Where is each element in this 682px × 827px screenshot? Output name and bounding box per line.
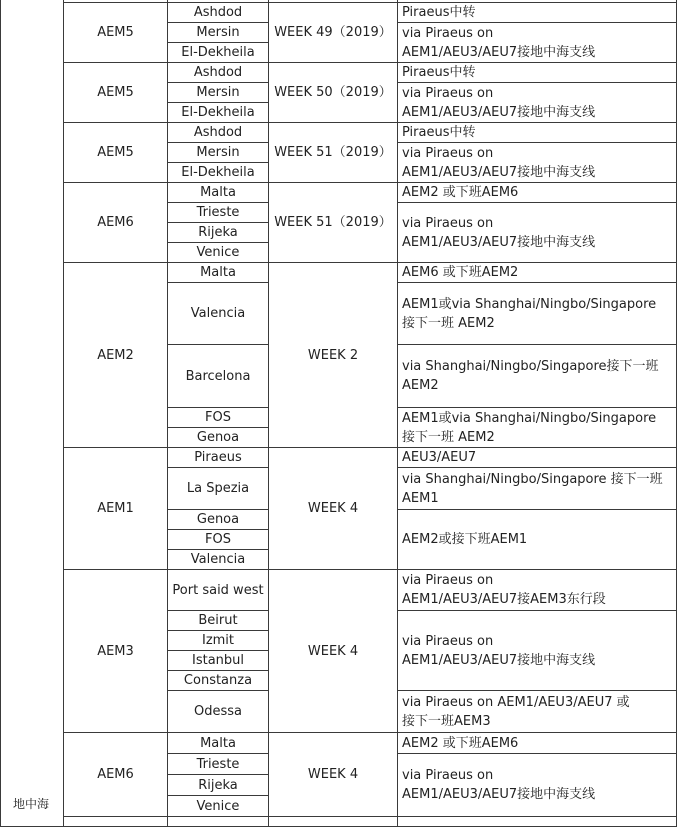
note-line: AEM1/AEU3/AEU7接地中海支线 — [402, 787, 596, 802]
week-cell: WEEK 50（2019） — [269, 63, 398, 123]
port-cell: Mersin — [168, 83, 269, 103]
note-line: AEM1/AEU3/AEU7接地中海支线 — [402, 44, 596, 60]
service-cell: AEM6 — [64, 733, 168, 817]
note-cell — [398, 83, 677, 123]
note-line: AEM1或via Shanghai/Ningbo/Singapore — [402, 296, 657, 312]
port-cell: Ashdod — [168, 63, 269, 83]
note-line: AEM1/AEU3/AEU7接地中海支线 — [402, 652, 596, 668]
service-cell: AEM1 — [64, 448, 168, 570]
week-cell: WEEK 51（2019） — [269, 123, 398, 183]
note-cell: AEM2 或下班AEM6 — [398, 183, 677, 203]
port-cell: Valencia — [168, 283, 269, 345]
note-cell — [398, 570, 677, 611]
port-cell: FOS — [168, 530, 269, 550]
port-cell: El-Dekheila — [168, 163, 269, 183]
port-cell — [168, 817, 269, 827]
service-cell: AEM6 — [64, 183, 168, 263]
note-line: via Piraeus on — [402, 145, 494, 161]
port-cell: Mersin — [168, 23, 269, 43]
port-cell: Malta — [168, 263, 269, 283]
note-cell: AEU3/AEU7 — [398, 448, 677, 468]
note-line: AEM1/AEU3/AEU7接AEM3东行段 — [402, 592, 606, 607]
port-cell: Trieste — [168, 754, 269, 775]
week-cell: WEEK 4 — [269, 733, 398, 817]
region-cell: 地中海 — [1, 0, 64, 827]
port-cell: La Spezia — [168, 468, 269, 510]
service-cell: AEM3 — [64, 570, 168, 733]
port-cell: Odessa — [168, 691, 269, 733]
note-line: via Piraeus on — [402, 633, 494, 649]
week-cell: WEEK 2 — [269, 263, 398, 448]
note-line: via Piraeus on — [402, 573, 494, 588]
note-line: AEM2 — [402, 378, 439, 393]
port-cell: Venice — [168, 243, 269, 263]
port-cell: Ashdod — [168, 3, 269, 23]
note-cell — [398, 23, 677, 63]
week-cell — [269, 817, 398, 827]
note-cell — [398, 345, 677, 408]
service-cell — [64, 817, 168, 827]
note-cell — [398, 203, 677, 263]
port-cell: Valencia — [168, 550, 269, 570]
port-cell: Rijeka — [168, 775, 269, 796]
note-line: via Shanghai/Ningbo/Singapore 接下一班 — [402, 471, 663, 487]
port-cell: Genoa — [168, 510, 269, 530]
port-cell: FOS — [168, 408, 269, 428]
service-cell: AEM5 — [64, 3, 168, 63]
note-line: via Piraeus on AEM1/AEU3/AEU7 或 — [402, 694, 630, 710]
note-cell: AEM2或接下班AEM1 — [398, 510, 677, 570]
note-line: AEM1/AEU3/AEU7接地中海支线 — [402, 104, 596, 120]
port-cell: Mersin — [168, 143, 269, 163]
note-line: via Piraeus on — [402, 768, 494, 783]
note-line: 接下一班 AEM2 — [402, 315, 495, 331]
port-cell: Malta — [168, 733, 269, 754]
note-cell — [398, 817, 677, 827]
service-cell: AEM2 — [64, 263, 168, 448]
port-cell: Genoa — [168, 428, 269, 448]
port-cell: Constanza — [168, 671, 269, 691]
note-line: via Piraeus on — [402, 85, 494, 101]
note-cell — [398, 283, 677, 345]
port-cell: Port said west — [168, 570, 269, 611]
week-cell: WEEK 51（2019） — [269, 183, 398, 263]
note-cell: Piraeus中转 — [398, 123, 677, 143]
port-cell: Ashdod — [168, 123, 269, 143]
service-cell: AEM5 — [64, 123, 168, 183]
note-cell — [398, 611, 677, 691]
note-line: 接下一班AEM3 — [402, 713, 491, 729]
port-cell: El-Dekheila — [168, 43, 269, 63]
note-line: AEM1 — [402, 490, 439, 506]
note-cell — [398, 754, 677, 817]
port-cell: El-Dekheila — [168, 103, 269, 123]
note-line: 接下一班 AEM2 — [402, 429, 495, 445]
port-cell: Izmit — [168, 631, 269, 651]
note-line: via Shanghai/Ningbo/Singapore接下一班 — [402, 359, 659, 374]
note-cell: Piraeus中转 — [398, 3, 677, 23]
note-cell — [398, 468, 677, 510]
note-cell: AEM6 或下班AEM2 — [398, 263, 677, 283]
note-line: via Piraeus on — [402, 215, 494, 231]
port-cell: Istanbul — [168, 651, 269, 671]
note-line: AEM1或via Shanghai/Ningbo/Singapore — [402, 410, 657, 426]
note-line: AEM1/AEU3/AEU7接地中海支线 — [402, 234, 596, 250]
port-cell: Malta — [168, 183, 269, 203]
note-line: AEM1/AEU3/AEU7接地中海支线 — [402, 164, 596, 180]
service-cell: AEM5 — [64, 63, 168, 123]
note-cell — [398, 691, 677, 733]
port-cell: Beirut — [168, 611, 269, 631]
week-cell: WEEK 4 — [269, 448, 398, 570]
week-cell: WEEK 4 — [269, 570, 398, 733]
week-cell: WEEK 49（2019） — [269, 3, 398, 63]
port-cell: Rijeka — [168, 223, 269, 243]
note-cell — [398, 143, 677, 183]
port-cell: Barcelona — [168, 345, 269, 408]
note-cell — [398, 408, 677, 448]
note-line: via Piraeus on — [402, 25, 494, 41]
note-cell: AEM2 或下班AEM6 — [398, 733, 677, 754]
port-cell: Piraeus — [168, 448, 269, 468]
port-cell: Venice — [168, 796, 269, 817]
port-cell: Trieste — [168, 203, 269, 223]
note-cell: Piraeus中转 — [398, 63, 677, 83]
